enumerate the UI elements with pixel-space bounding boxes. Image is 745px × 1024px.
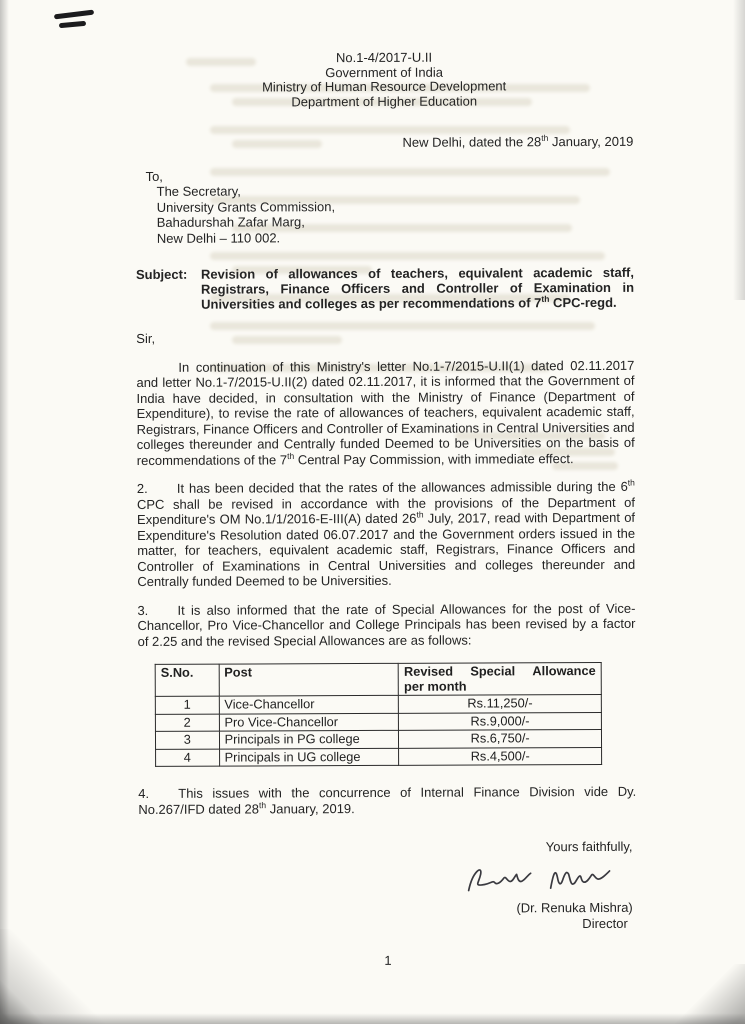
paragraph-1: In continuation of this Ministry's letter No.1-7/2015-U.II(1) dated 02.11.2017 and letter No.1-7/2015-U.II(2) dated 02.11.2017, it is informed that the Government of India have decided, in consultation with the Ministry of Finance (Department of Expenditure), to revise the rate of allowances of teachers, equivalent academic staff, Registrars, Finance Officers and Controller of Examinations in Central Universities and colleges thereunder and Centrally funded Deemed to be Universities on the basis of recommendations of the 7th Central Pay Commission, with immediate effect. [136, 357, 635, 468]
table-row [155, 694, 601, 713]
table-row [155, 712, 601, 731]
address-line: University Grants Commission, [156, 198, 336, 215]
signature [139, 858, 619, 904]
col-header-allowance-line1 [404, 664, 596, 679]
page-number: 1 [384, 952, 392, 968]
subject-text: Revision of allowances of teachers, equivalent academic staff, Registrars, Finance Officers and Controller of Examination in Universities and colleges as per recommendations of 7th CPC-regd. [200, 264, 635, 312]
date-line: New Delhi, dated the 28th January, 2019 [402, 132, 634, 150]
cell-post: Principals in PG college [219, 730, 399, 748]
paragraph-3 [137, 600, 635, 649]
salutation: Sir, [136, 330, 156, 346]
designation: Director [582, 915, 628, 931]
cell-sno: 2 [155, 714, 219, 732]
cell-sno: 3 [155, 731, 219, 749]
cell-allowance: Rs.4,500/- [399, 747, 602, 765]
cell-allowance: Rs.11,250/- [399, 694, 602, 712]
scan-corner-shadow-bottom-left [0, 929, 110, 1024]
address-line: The Secretary, [156, 183, 241, 199]
letter-body [135, 50, 637, 1002]
address-line: Bahadurshah Zafar Marg, [156, 214, 305, 230]
scan-corner-shadow-bottom-right [675, 964, 745, 1024]
col-header-word: Special [470, 663, 516, 679]
recipient-address [157, 182, 634, 246]
paragraph-2 [137, 479, 635, 590]
signature-scribble [461, 858, 619, 899]
subject-label: Subject: [135, 266, 188, 282]
valediction: Yours faithfully, [545, 838, 633, 855]
paragraph-text: It has been decided that the rates of the allowances admissible during the 6th CPC shall be revised in accordance with the provisions of the Department of Expenditure's OM No.1/1/2016-E-III(A) dated 26th July, 2017, read with Department of Expenditure's Resolution dated 06.07.2017 and the Government orders issued in the matter, for teachers, equivalent academic staff, Registrars, Finance Officers and Controller of Examinations in Central Universities and colleges thereunder and Centrally funded Deemed to be Universities. [136, 477, 636, 589]
col-header-word: Allowance [532, 662, 596, 679]
cell-sno: 4 [156, 749, 220, 767]
col-header-word: Revised [403, 663, 454, 679]
paragraph-number: 2. [136, 480, 148, 496]
allowance-table [155, 662, 602, 767]
col-header-allowance-line2: per month [403, 678, 467, 694]
ministry-line: Ministry of Human Resource Development [262, 78, 507, 95]
table-row [155, 729, 601, 748]
cell-allowance: Rs.9,000/- [399, 712, 602, 730]
government-line: Government of India [325, 64, 444, 80]
scan-edge-left [0, 0, 10, 1024]
letter-header [135, 50, 633, 110]
address-line: New Delhi – 110 002. [156, 229, 281, 246]
address-to: To, [145, 168, 163, 184]
cell-post: Pro Vice-Chancellor [219, 713, 399, 731]
scan-edge-bottom [0, 1012, 745, 1024]
cell-post: Principals in UG college [219, 748, 399, 766]
paragraph-number: 4. [138, 785, 150, 801]
paragraph-text: This issues with the concurrence of Internal Finance Division vide Dy. No.267/IFD dated 28th January, 2019. [138, 783, 637, 817]
col-header-allowance [398, 662, 601, 695]
col-header-sno: S.No. [155, 664, 219, 696]
reference-number: No.1-4/2017-U.II [335, 49, 433, 66]
scan-corner-shadow-top-right [733, 0, 745, 300]
table-header-row [155, 662, 601, 696]
cell-allowance: Rs.6,750/- [399, 729, 602, 747]
paragraph-4 [138, 784, 636, 817]
pen-mark [54, 10, 104, 32]
col-header-post: Post [219, 663, 399, 696]
cell-post: Vice-Chancellor [219, 695, 399, 713]
subject-block [136, 265, 634, 312]
signatory-name: (Dr. Renuka Mishra) [516, 899, 633, 916]
paragraph-text: It is also informed that the rate of Special Allowances for the post of Vice-Chancellor, Pro Vice-Chancellor and College Principals has been revised by a factor of 2.25 and the revised Special Allowances are as follows: [137, 600, 636, 649]
paragraph-number: 3. [137, 602, 149, 618]
cell-sno: 1 [155, 696, 219, 714]
closing-block [138, 839, 636, 933]
table-row [156, 747, 602, 766]
department-line: Department of Higher Education [291, 93, 478, 109]
